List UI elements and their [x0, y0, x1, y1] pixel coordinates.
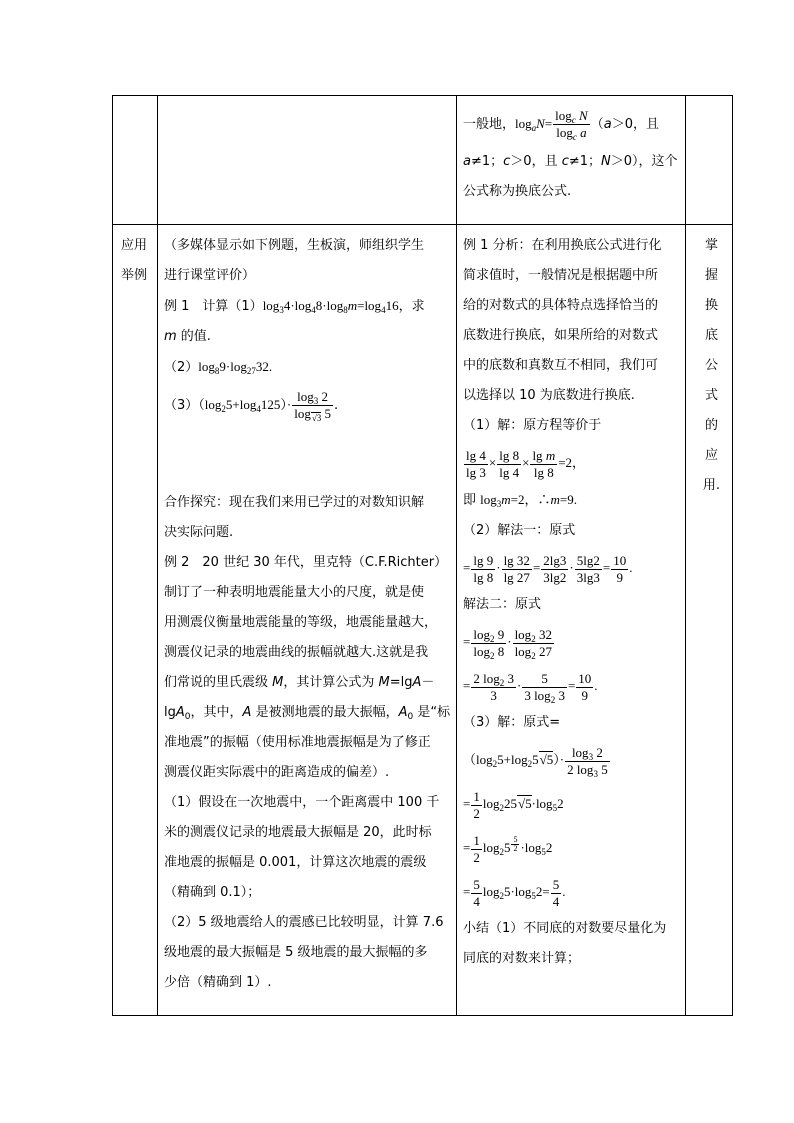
goal-char: 用. [702, 478, 721, 493]
row2-col1 [113, 225, 158, 1016]
goal-char: 换 [704, 298, 718, 313]
goal-char: 公 [704, 358, 718, 373]
goal-char: 底 [704, 328, 718, 343]
row2-col2: （多媒体显示如下例题，生板演，师组织学生 进行课堂评价） 例 1 计算$(1)\log_34\cdot\log_48\cdot\log_8m=\log_416$，求 m 的值. $(2)\log_89\cdot\log_{27}32$. $(3)(\log_25+\log_4125)\cdot$ $\frac{\log_3 2}{\log_{√3} 5}$ . 合作探究：现在我们来用已学过的对数知识解 决实际问题. 例 2 20 世纪 30 年代，里克特（C.F.Richter） 制订了一种表明地震能量大小的尺度，就是使 用测震仪衡量地震能量的等级，地震能量越大， 测震仪记录的地震曲线的振幅就越大.这就是我 们常说的里氏震级 M，其计算公式为 M=lgA－ lgA$_0$，其中，A 是被测地震的最大振幅，$A_0$ 是“标 准地震”的振幅（使用标准地震振幅是为了修正 测震仪距实际震中的距离造成的偏差）. （1）假设在一次地震中，一个距离震中 100 千 米的测震仪记录的地震最大振幅是 20，此时标 准地震的振幅是 0.001，计算这次地震的震级 （精确到 0.1）； （2）5 级地震给人的震感已比较明显，计算 7.6 级地震的最大振幅是 5 级地震的最大振幅的多 少倍（精确到 1）. [158, 225, 457, 1016]
table-row [113, 225, 733, 1016]
solution-2-heading: （2）解法一：原式 [463, 523, 576, 538]
goal-char: 的 [704, 418, 718, 433]
solution-1-heading: （1）解：原方程等价于 [463, 418, 602, 433]
row1-col3 [457, 96, 686, 225]
goal-char: 握 [704, 268, 718, 283]
table-row [113, 96, 733, 225]
row2-col3: 例 1 分析：在利用换底公式进行化 简求值时，一般情况是根据题中所 给的对数式的具体特点选择恰当的 底数进行换底，如果所给的对数式 中的底数和真数互不相同，我们可 以选择以 10 为底数进行换底. （1）解：原方程等价于 $\frac{\lg 4}{\lg 3}$ × $\frac{\lg 8}{\lg 4}$ × $\frac{\text{lg m}}{\lg 8}$ =2， 即 $\log_3m=2$，∴m=9. （2）解法一：原式 = $\frac{\lg 9}{\lg 8}$ · $\frac{\lg 32}{\lg 27}$ = $\frac{2\lg 3}{3\lg 2}$ · $\frac{5\lg 2}{3\lg 3}$ = $\frac{10}{9}$ . 解法二：原式 = $\frac{\log_2 9}{\log_2 8}$ · $\frac{\log_2 32}{\log_2 27}$ = $\frac{2 \log_2 3}{3}$ · $\frac{5}{3 \log_2 3}$ = $\frac{10}{9}$ . （3）解：原式= $(\log_25+\log_25√5)\cdot$ $\frac{\log_3 2}{2 \log_3 5}$ = $\frac{1}{2}$ $\log_225√5\cdot\log_52$ = $\frac{1}{2}$ $\log_25$ $^{\frac{5}{2}}$ $\cdot\log_52$ = $\frac{5}{4}$ $\log_25\cdot\log_52=$ $\frac{5}{4}$ . 小结（1）不同底的对数要尽量化为 同底的对数来计算； [457, 225, 686, 1016]
row1-col2 [158, 96, 457, 225]
change-of-base-formula: 一般地，$\log_aN=$ $\frac{\log_c N}{\log_c a}$ （a＞0，且 a≠1；c＞0，且 c≠1；N＞0），这个 公式称为换底公式. [457, 96, 685, 211]
section-label-2: 举例 [121, 268, 148, 283]
goal-char: 掌 [704, 238, 718, 253]
goal-char: 式 [704, 388, 718, 403]
row1-col1 [113, 96, 158, 225]
section-label-1: 应用 [121, 238, 148, 253]
goal-char: 应 [704, 448, 718, 463]
solution-2-alt-heading: 解法二：原式 [463, 597, 542, 612]
solution-3-heading: （3）解：原式= [463, 715, 561, 730]
row1-col4 [686, 96, 733, 225]
lesson-table [112, 95, 733, 1016]
formula-name: 公式称为换底公式. [463, 184, 572, 199]
row2-col4 [686, 225, 733, 1016]
